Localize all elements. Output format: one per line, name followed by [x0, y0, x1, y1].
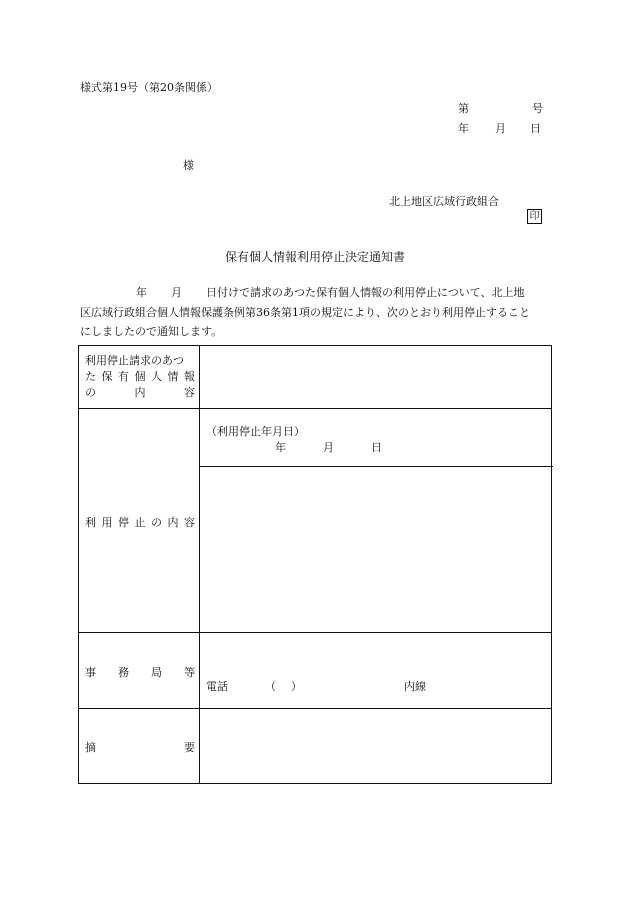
row-divider-1	[79, 408, 551, 409]
document-number-suffix: 号	[532, 102, 543, 115]
body-year: 年	[136, 286, 147, 299]
document-title: 保有個人情報利用停止決定通知書	[224, 250, 405, 264]
phone-paren-close: ）	[291, 680, 302, 693]
row-label-secretariat: 事 務 局 等	[85, 666, 195, 679]
form-number: 様式第19号（第20条関係）	[80, 81, 218, 94]
extension-label: 内線	[404, 680, 426, 693]
row-label-suspension-content: 利 用 停 止 の 内 容	[85, 516, 195, 529]
row-divider-3	[79, 708, 551, 709]
body-line-2: 区広域行政組合個人情報保護条例第36条第1項の規定により、次のとおり利用停止すること	[80, 305, 530, 319]
notice-table	[78, 345, 552, 784]
row1-label-line3: の 内 容	[85, 386, 195, 399]
body-line-3: にしましたので通知します。	[80, 325, 223, 338]
seal-mark: 印	[527, 209, 542, 224]
notice-body	[80, 283, 555, 342]
table-column-divider	[199, 346, 200, 783]
issue-year: 年	[458, 122, 469, 135]
issue-month: 月	[495, 122, 506, 135]
row-label-requested-info	[85, 353, 195, 401]
phone-label: 電話	[206, 680, 228, 693]
suspension-month: 月	[323, 441, 334, 454]
body-line-1-rest: 日付けで請求のあつた保有個人情報の利用停止について、北上地	[206, 286, 525, 299]
issue-day: 日	[530, 122, 541, 135]
issuer-name: 北上地区広域行政組合	[389, 195, 499, 208]
row1-label-line1: 利用停止請求のあつ	[85, 354, 184, 367]
body-month: 月	[171, 286, 182, 299]
suspension-day: 日	[371, 441, 382, 454]
suspension-year: 年	[275, 441, 286, 454]
phone-paren-open: （	[265, 680, 276, 693]
row1-label-line2: た 保 有 個 人 情 報	[85, 370, 195, 383]
row-label-remarks: 摘 要	[85, 741, 195, 754]
row-divider-date	[199, 466, 553, 467]
suspension-date-caption: （利用停止年月日）	[206, 425, 305, 438]
addressee-suffix: 様	[183, 159, 194, 172]
row-divider-2	[79, 632, 551, 633]
body-line-1	[80, 283, 555, 303]
document-number-prefix: 第	[458, 102, 469, 115]
